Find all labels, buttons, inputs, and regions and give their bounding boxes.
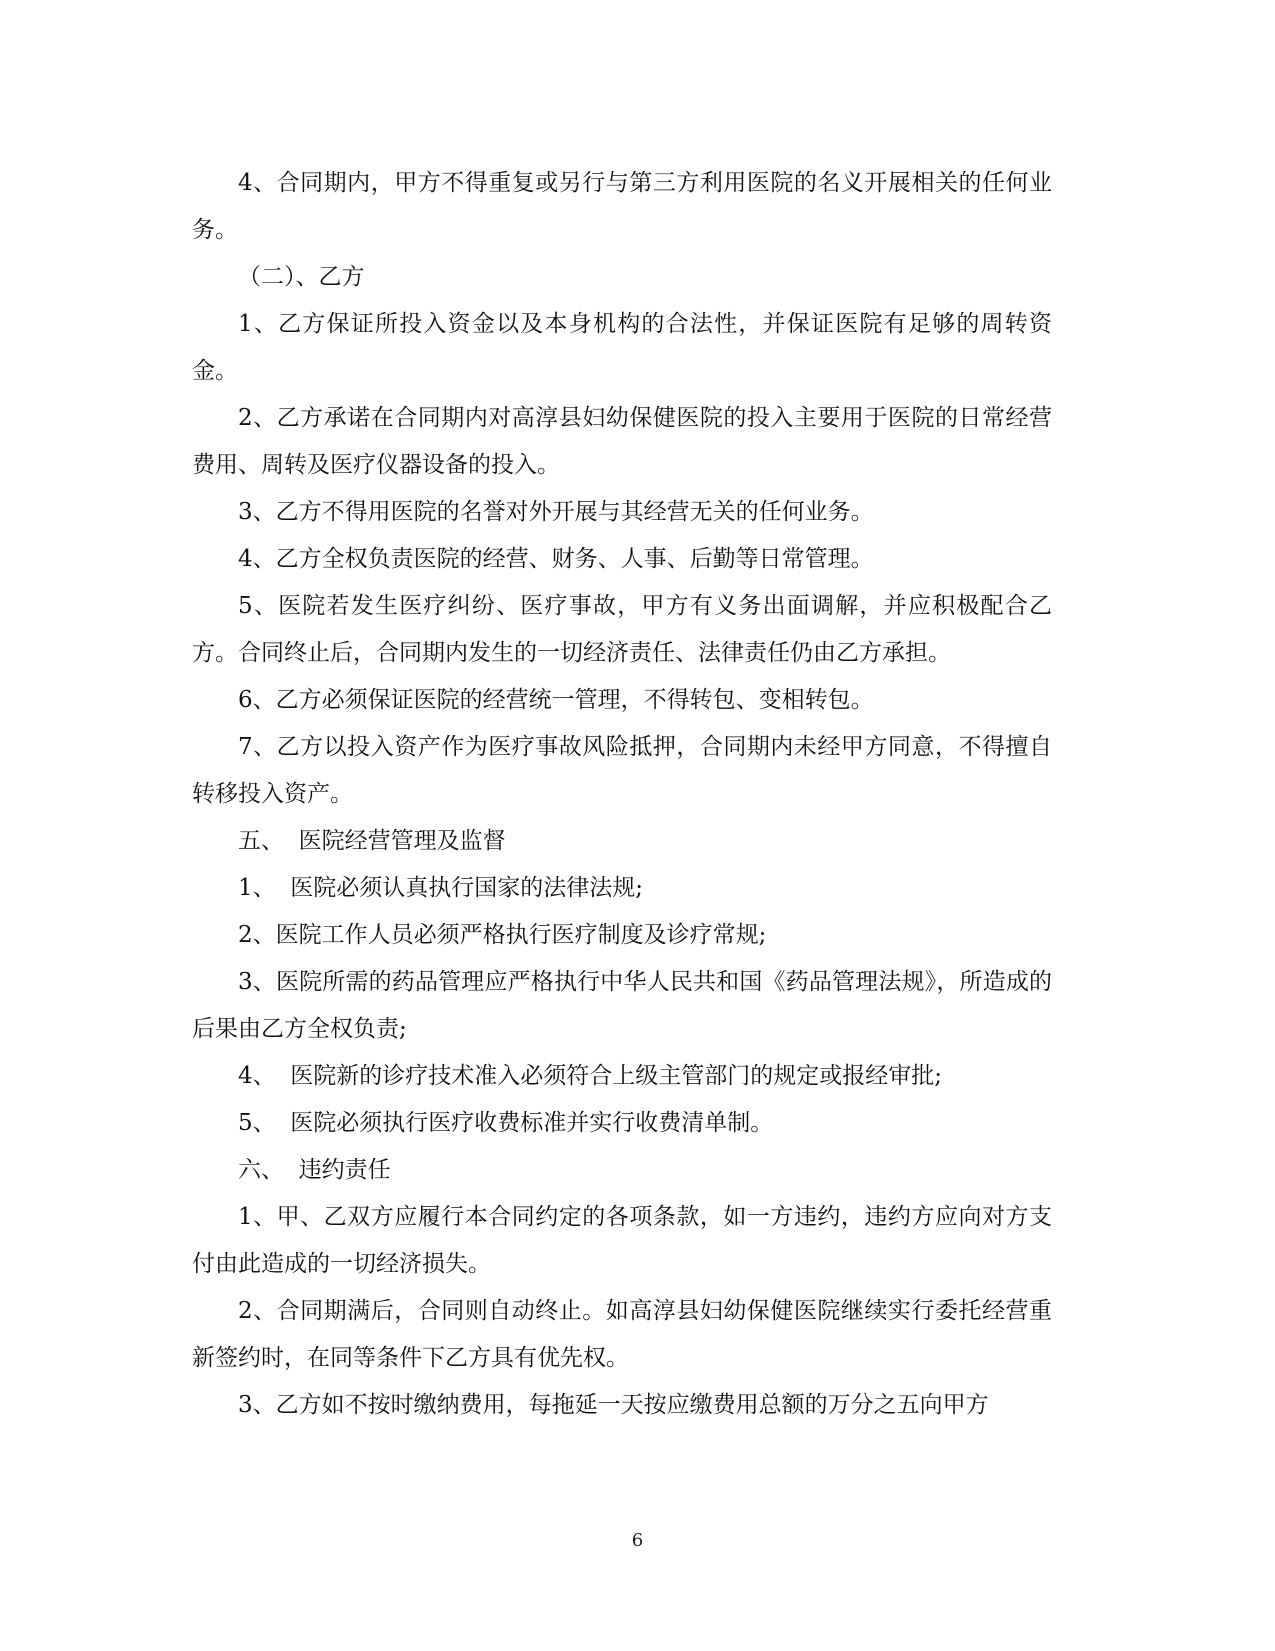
page-number: 6: [631, 1530, 644, 1551]
paragraph-management-1: 1、 医院必须认真执行国家的法律法规;: [238, 875, 644, 901]
paragraph-clause-b4: 4、乙方全权负责医院的经营、财务、人事、后勤等日常管理。: [238, 546, 874, 572]
section-heading-liability: 六、 违约责任: [238, 1157, 391, 1183]
paragraph-clause-b1: 1、乙方保证所投入资金以及本身机构的合法性，并保证医院有足够的周转资金。: [192, 311, 1052, 384]
paragraph-management-3: 3、医院所需的药品管理应严格执行中华人民共和国《药品管理法规》，所造成的后果由乙方全权负责;: [192, 969, 1052, 1042]
paragraph-clause-b5: 5、医院若发生医疗纠纷、医疗事故，甲方有义务出面调解，并应积极配合乙方。合同终止后，合同期内发生的一切经济责任、法律责任仍由乙方承担。: [192, 593, 1052, 666]
section-heading-management: 五、 医院经营管理及监督: [238, 828, 506, 854]
paragraph-liability-3: 3、乙方如不按时缴纳费用，每拖延一天按应缴费用总额的万分之五向甲方: [238, 1392, 989, 1418]
paragraph-liability-2: 2、合同期满后，合同则自动终止。如高淳县妇幼保健医院继续实行委托经营重新签约时，在同等条件下乙方具有优先权。: [192, 1298, 1052, 1371]
paragraph-management-2: 2、医院工作人员必须严格执行医疗制度及诊疗常规;: [238, 922, 767, 948]
paragraph-liability-1: 1、甲、乙双方应履行本合同约定的各项条款，如一方违约，违约方应向对方支付由此造成的一切经济损失。: [192, 1204, 1052, 1277]
paragraph-management-4: 4、 医院新的诊疗技术准入必须符合上级主管部门的规定或报经审批;: [238, 1063, 943, 1089]
paragraph-clause-b6: 6、乙方必须保证医院的经营统一管理，不得转包、变相转包。: [238, 687, 874, 713]
paragraph-clause-b3: 3、乙方不得用医院的名誉对外开展与其经营无关的任何业务。: [238, 499, 874, 525]
paragraph-clause-b2: 2、乙方承诺在合同期内对高淳县妇幼保健医院的投入主要用于医院的日常经营费用、周转及医疗仪器设备的投入。: [192, 405, 1052, 478]
document-body: [192, 160, 1052, 1429]
paragraph-clause-a4: 4、合同期内，甲方不得重复或另行与第三方利用医院的名义开展相关的任何业务。: [192, 170, 1052, 243]
paragraph-management-5: 5、 医院必须执行医疗收费标准并实行收费清单制。: [238, 1110, 774, 1136]
section-heading-party-b: （二）、乙方: [238, 264, 365, 290]
paragraph-clause-b7: 7、乙方以投入资产作为医疗事故风险抵押，合同期内未经甲方同意，不得擅自转移投入资产。: [192, 734, 1052, 807]
